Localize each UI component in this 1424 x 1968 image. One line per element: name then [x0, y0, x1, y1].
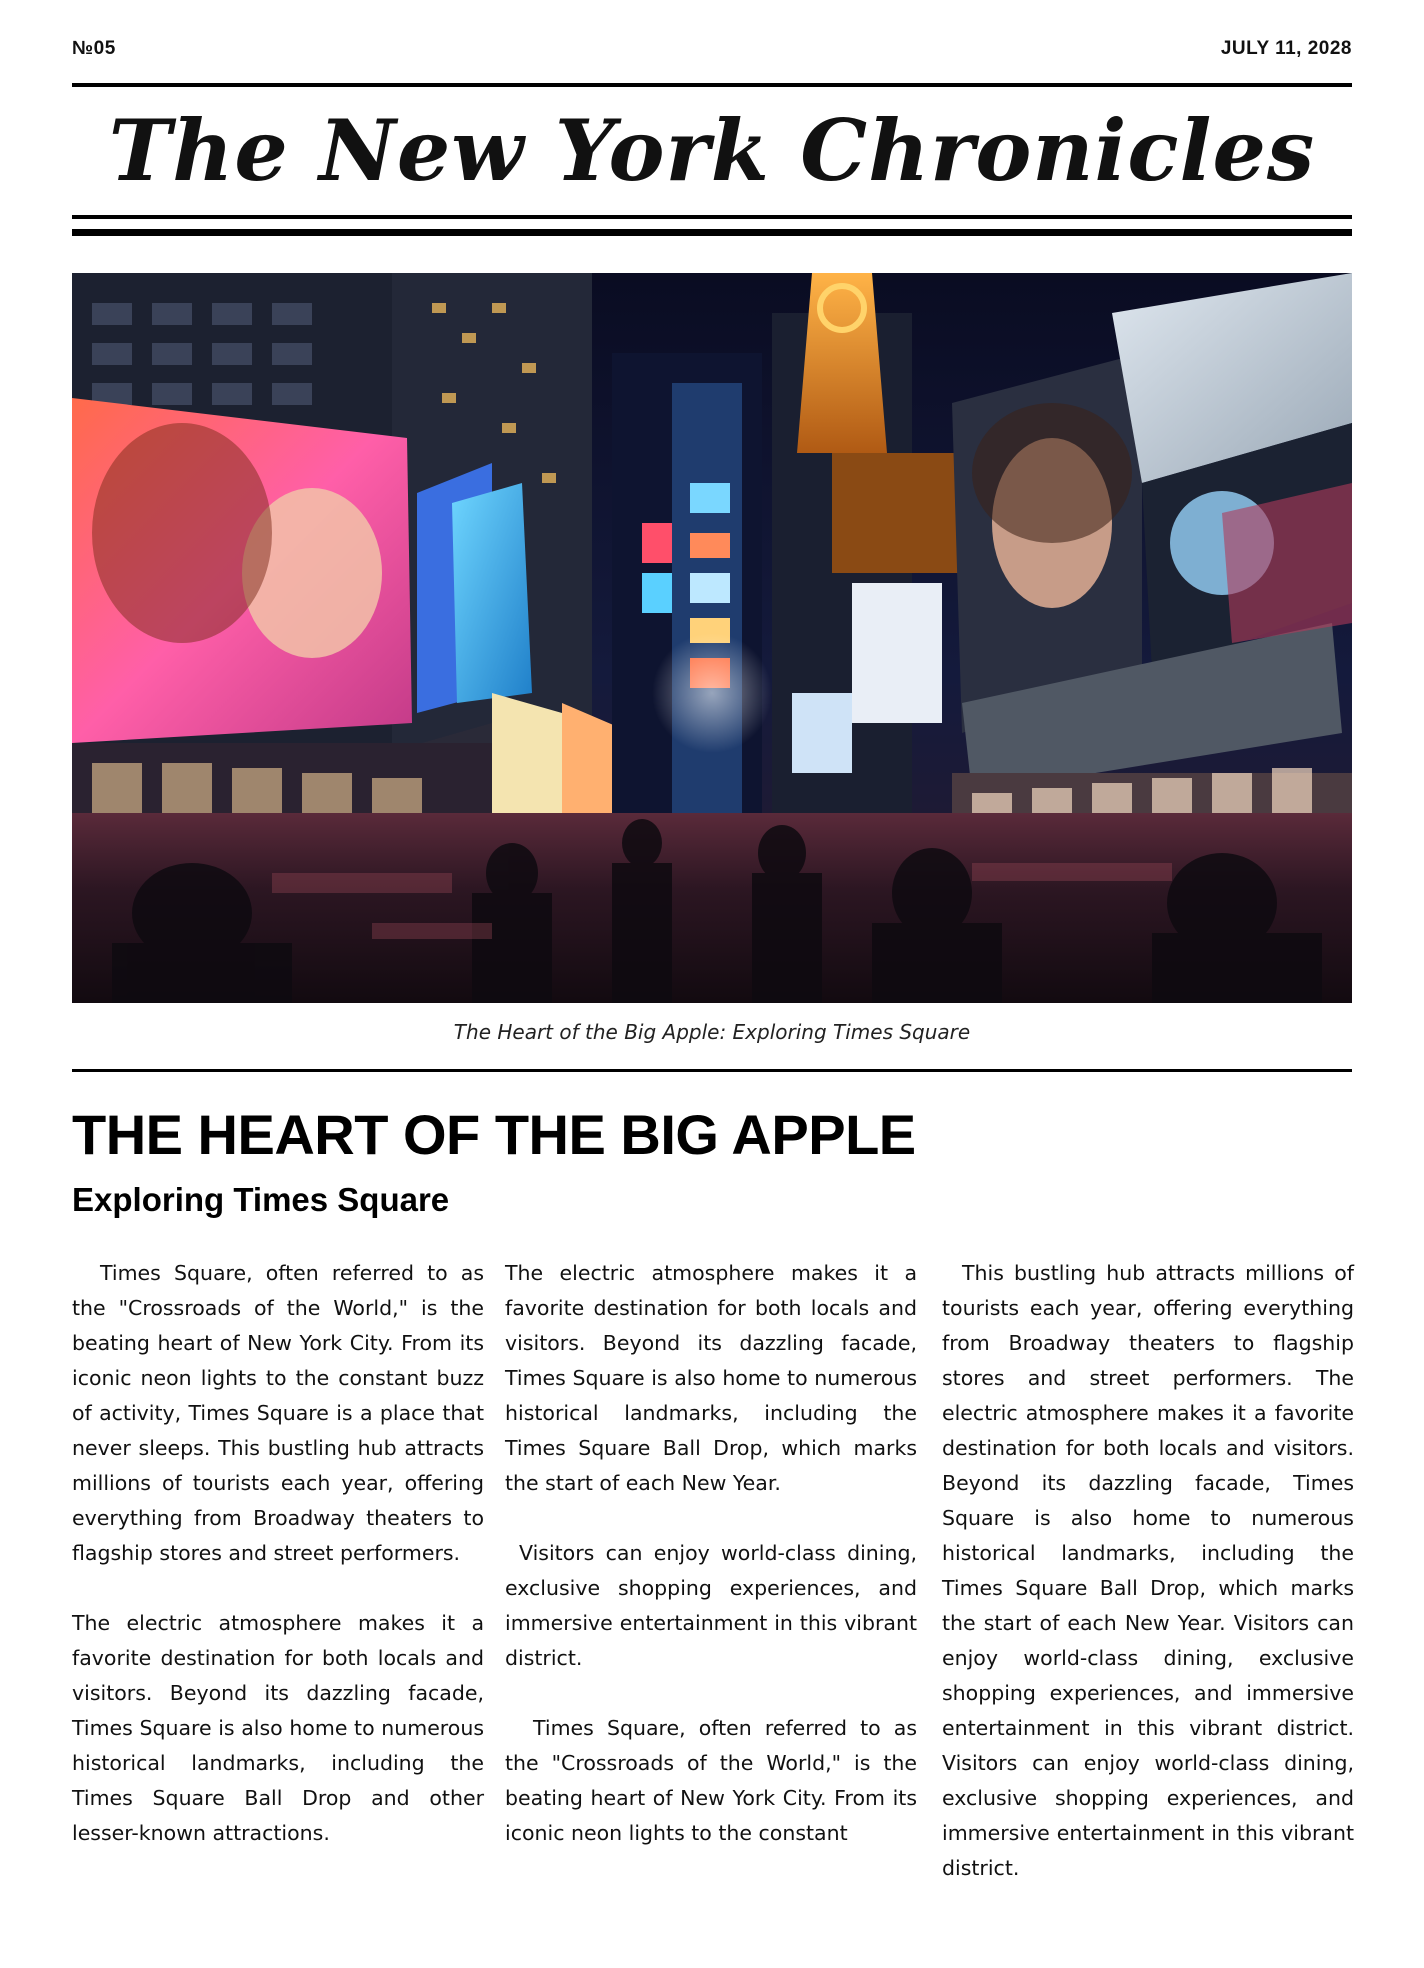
photo-caption: The Heart of the Big Apple: Exploring Times Square: [453, 1020, 971, 1044]
masthead-rule-thick: [72, 229, 1352, 236]
column-paragraph: Visitors can enjoy world-class dining, exclusive shopping experiences, and immersive entertainment in this vibrant district.: [505, 1541, 917, 1670]
top-rule: [72, 83, 1352, 87]
masthead-title: The New York Chronicles: [108, 101, 1316, 200]
top-bar: [72, 38, 1352, 68]
issue-number: №05: [72, 38, 116, 59]
article-column-2: [505, 1256, 917, 1886]
masthead-rule-thin: [72, 215, 1352, 219]
article-subheadline: Exploring Times Square: [72, 1181, 450, 1218]
times-square-photo: [72, 273, 1352, 1003]
newspaper-page: [72, 0, 1352, 1968]
column-paragraph: The electric atmosphere makes it a favorite destination for both locals and visitors. Beyond its dazzling facade, Times Square is also home to numerous historical landmarks, including the Times Square Ball Drop, which marks the start of each New Year.: [505, 1261, 917, 1495]
column-paragraph: The electric atmosphere makes it a favorite destination for both locals and visitors. Beyond its dazzling facade, Times Square is also home to numerous historical landmarks, including the Times Square Ball Drop and other lesser-known attractions.: [72, 1611, 484, 1845]
column-paragraph: This bustling hub attracts millions of tourists each year, offering everything from Broadway theaters to flagship stores and street performers. The electric atmosphere makes it a favorite destination for both locals and visitors. Beyond its dazzling facade, Times Square is also home to numerous historical landmarks, including the Times Square Ball Drop, which marks the start of each New Year. Visitors can enjoy world-class dining, exclusive shopping experiences, and immersive entertainment in this vibrant district. Visitors can enjoy world-class dining, exclusive shopping experiences, and immersive entertainment in this vibrant district.: [942, 1261, 1354, 1880]
article-rule: [72, 1069, 1352, 1072]
article-headline: THE HEART OF THE BIG APPLE: [72, 1103, 916, 1166]
article-column-3: [942, 1256, 1354, 1921]
column-paragraph: Times Square, often referred to as the "Crossroads of the World," is the beating heart of New York City. From its iconic neon lights to the constant: [505, 1716, 917, 1845]
column-paragraph: Times Square, often referred to as the "Crossroads of the World," is the beating heart of New York City. From its iconic neon lights to the constant buzz of activity, Times Square is a place that never sleeps. This bustling hub attracts millions of tourists each year, offering everything from Broadway theaters to flagship stores and street performers.: [72, 1261, 484, 1565]
issue-date: JULY 11, 2028: [1220, 38, 1352, 59]
article-column-1: [72, 1256, 484, 1886]
